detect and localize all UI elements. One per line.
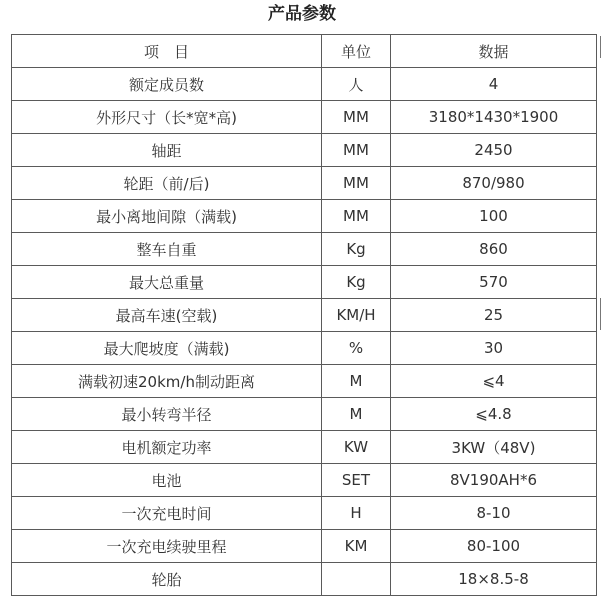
row-unit: KM/H <box>322 299 391 332</box>
header-item: 项 目 <box>12 35 322 68</box>
table-row <box>12 365 597 398</box>
row-item: 外形尺寸（长*宽*高) <box>12 101 322 134</box>
table-row <box>12 233 597 266</box>
table-row <box>12 200 597 233</box>
row-item: 轮距（前/后) <box>12 167 322 200</box>
row-unit: MM <box>322 200 391 233</box>
row-item: 轮胎 <box>12 563 322 596</box>
row-unit: H <box>322 497 391 530</box>
row-value: 860 <box>391 233 597 266</box>
table-row <box>12 68 597 101</box>
table-row <box>12 101 597 134</box>
row-item: 最小离地间隙（满载) <box>12 200 322 233</box>
row-value: ⩽4.8 <box>391 398 597 431</box>
row-value: ⩽4 <box>391 365 597 398</box>
row-unit: % <box>322 332 391 365</box>
row-unit: MM <box>322 167 391 200</box>
table-row <box>12 530 597 563</box>
row-value: 18×8.5-8 <box>391 563 597 596</box>
row-item: 最高车速(空载) <box>12 299 322 332</box>
row-value: 30 <box>391 332 597 365</box>
row-unit: Kg <box>322 266 391 299</box>
table-row <box>12 134 597 167</box>
table-row <box>12 398 597 431</box>
row-item: 最小转弯半径 <box>12 398 322 431</box>
table-row <box>12 497 597 530</box>
row-value: 4 <box>391 68 597 101</box>
table-row <box>12 266 597 299</box>
row-value: 100 <box>391 200 597 233</box>
header-value: 数据 <box>391 35 597 68</box>
table-row <box>12 431 597 464</box>
row-item: 电机额定功率 <box>12 431 322 464</box>
row-value: 25 <box>391 299 597 332</box>
row-item: 一次充电续驶里程 <box>12 530 322 563</box>
row-item: 电池 <box>12 464 322 497</box>
row-value: 870/980 <box>391 167 597 200</box>
row-unit: MM <box>322 134 391 167</box>
table-row <box>12 563 597 596</box>
header-unit: 单位 <box>322 35 391 68</box>
row-item: 满载初速20km/h制动距离 <box>12 365 322 398</box>
row-item: 最大爬坡度（满载) <box>12 332 322 365</box>
table-row <box>12 167 597 200</box>
row-value: 80-100 <box>391 530 597 563</box>
row-unit: MM <box>322 101 391 134</box>
table-row <box>12 299 597 332</box>
row-item: 整车自重 <box>12 233 322 266</box>
row-unit: Kg <box>322 233 391 266</box>
row-unit: 人 <box>322 68 391 101</box>
row-item: 一次充电时间 <box>12 497 322 530</box>
row-value: 8-10 <box>391 497 597 530</box>
row-value: 3KW（48V) <box>391 431 597 464</box>
row-item: 轴距 <box>12 134 322 167</box>
table-row <box>12 332 597 365</box>
row-value: 8V190AH*6 <box>391 464 597 497</box>
table-header-row <box>12 35 597 68</box>
row-unit: M <box>322 365 391 398</box>
row-value: 570 <box>391 266 597 299</box>
row-value: 3180*1430*1900 <box>391 101 597 134</box>
row-unit: KM <box>322 530 391 563</box>
row-unit <box>322 563 391 596</box>
row-unit: SET <box>322 464 391 497</box>
row-unit: M <box>322 398 391 431</box>
edge-marker <box>600 36 601 58</box>
row-item: 最大总重量 <box>12 266 322 299</box>
table-row <box>12 464 597 497</box>
spec-table <box>11 34 597 596</box>
page-title: 产品参数 <box>268 4 336 24</box>
row-value: 2450 <box>391 134 597 167</box>
row-unit: KW <box>322 431 391 464</box>
row-item: 额定成员数 <box>12 68 322 101</box>
edge-marker <box>600 298 601 330</box>
